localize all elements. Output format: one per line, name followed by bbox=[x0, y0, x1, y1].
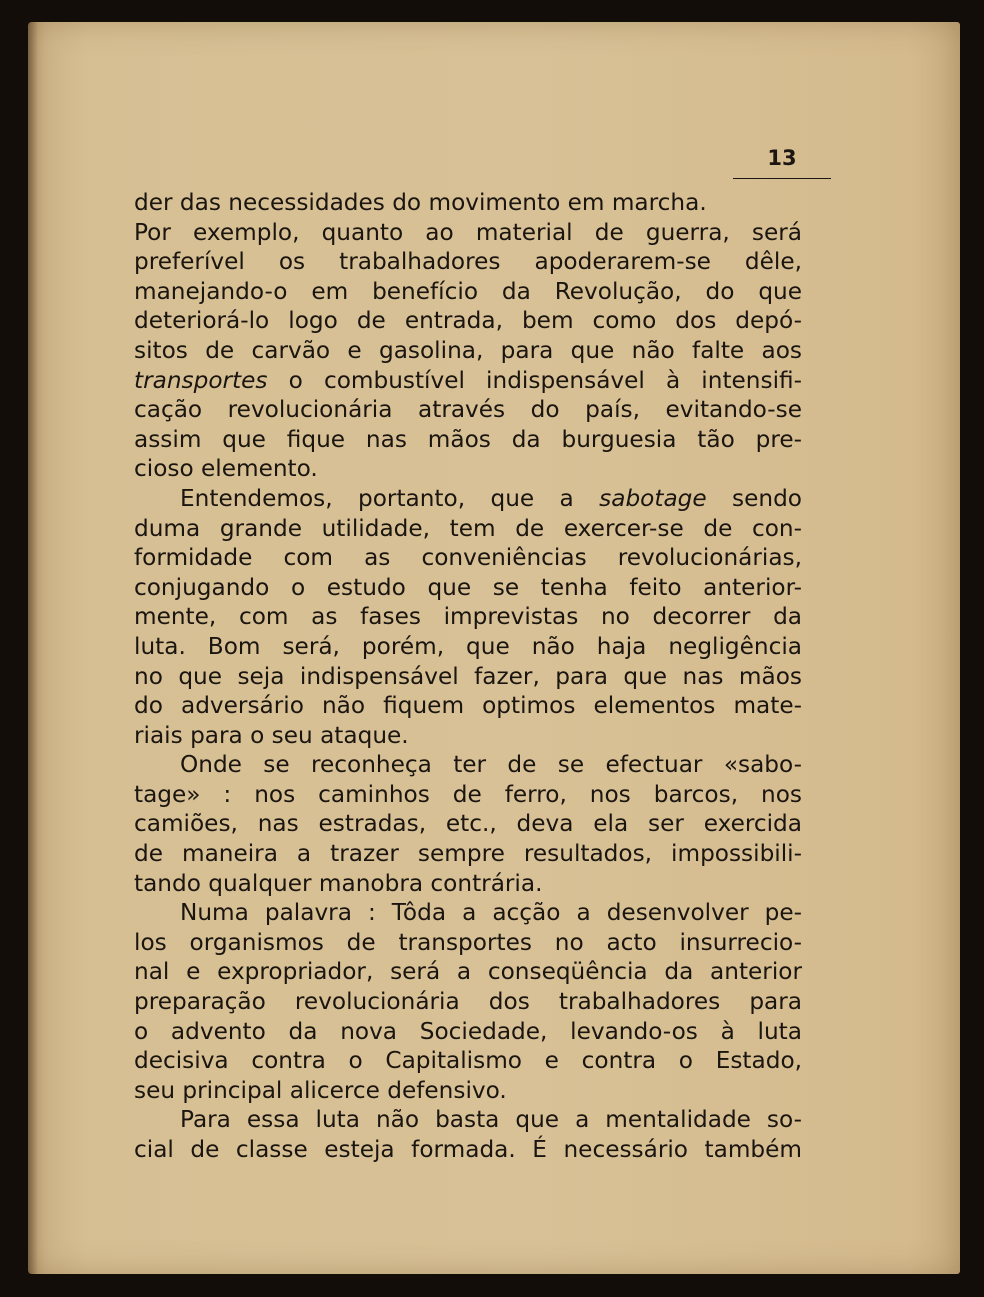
text-line bbox=[134, 869, 802, 899]
text-line bbox=[134, 602, 802, 632]
text-run: los organismos de transportes no acto insurrecio- bbox=[134, 928, 802, 956]
text-run: o advento da nova Sociedade, levando-os à luta bbox=[134, 1017, 802, 1045]
text-line bbox=[134, 987, 802, 1017]
text-line bbox=[134, 750, 802, 780]
text-run: sendo bbox=[706, 484, 802, 512]
text-run: Numa palavra : Tôda a acção a desenvolver pe- bbox=[180, 899, 802, 927]
italic-word: sabotage bbox=[599, 484, 707, 512]
text-run: conjugando o estudo que se tenha feito anterior- bbox=[134, 573, 802, 601]
text-line bbox=[134, 1017, 802, 1047]
page-spine-shadow bbox=[28, 22, 38, 1274]
text-run: preferível os trabalhadores apoderarem-se dêle, bbox=[134, 248, 802, 276]
text-line bbox=[134, 1105, 802, 1135]
text-line bbox=[134, 395, 802, 425]
text-line bbox=[134, 1076, 802, 1106]
text-line bbox=[134, 839, 802, 869]
text-run: no que seja indispensável fazer, para que nas mãos bbox=[134, 662, 802, 690]
text-line bbox=[134, 809, 802, 839]
text-line bbox=[134, 543, 802, 573]
text-line bbox=[134, 691, 802, 721]
text-run: cioso elemento. bbox=[134, 455, 318, 483]
text-line bbox=[134, 218, 802, 248]
text-run: duma grande utilidade, tem de exercer-se de con- bbox=[134, 514, 802, 542]
text-line bbox=[134, 1046, 802, 1076]
text-run: preparação revolucionária dos trabalhadores para bbox=[134, 988, 802, 1016]
text-run: seu principal alicerce defensivo. bbox=[134, 1076, 507, 1104]
page-number: 13 bbox=[767, 146, 797, 170]
text-line bbox=[134, 188, 802, 218]
text-run: manejando-o em benefício da Revolução, do que bbox=[134, 277, 802, 305]
text-run: camiões, nas estradas, etc., deva ela ser exercida bbox=[134, 810, 802, 838]
text-run: tando qualquer manobra contrária. bbox=[134, 869, 543, 897]
text-line bbox=[134, 898, 802, 928]
text-run: deteriorá-lo logo de entrada, bem como dos depó- bbox=[134, 307, 802, 335]
text-line bbox=[134, 425, 802, 455]
text-run: der das necessidades do movimento em marcha. bbox=[134, 189, 707, 216]
text-run: cação revolucionária através do país, evitando-se bbox=[134, 396, 802, 424]
text-run: assim que fique nas mãos da burguesia tão pre- bbox=[134, 425, 802, 453]
text-run: nal e expropriador, será a conseqüência da anterior bbox=[134, 958, 802, 986]
text-line bbox=[134, 632, 802, 662]
text-line bbox=[134, 573, 802, 603]
text-line bbox=[134, 514, 802, 544]
text-run: Por exemplo, quanto ao material de guerra, será bbox=[134, 218, 802, 246]
text-run: de maneira a trazer sempre resultados, impossibili- bbox=[134, 840, 802, 868]
text-run: luta. Bom será, porém, que não haja negligência bbox=[134, 632, 802, 660]
text-line bbox=[134, 484, 802, 514]
text-line bbox=[134, 721, 802, 751]
text-line bbox=[134, 1135, 802, 1165]
text-line bbox=[134, 306, 802, 336]
italic-word: transportes bbox=[134, 366, 268, 394]
text-run: mente, com as fases imprevistas no decorrer da bbox=[134, 603, 802, 631]
text-line bbox=[134, 957, 802, 987]
text-line bbox=[134, 454, 802, 484]
text-line bbox=[134, 662, 802, 692]
text-line bbox=[134, 247, 802, 277]
text-line bbox=[134, 277, 802, 307]
text-line bbox=[134, 780, 802, 810]
text-run: Onde se reconheça ter de se efectuar «sabo- bbox=[180, 751, 802, 779]
text-run: tage» : nos caminhos de ferro, nos barcos, nos bbox=[134, 780, 802, 808]
text-run: sitos de carvão e gasolina, para que não falte aos bbox=[134, 336, 802, 364]
text-run: do adversário não fiquem optimos elementos mate- bbox=[134, 692, 802, 720]
text-run: riais para o seu ataque. bbox=[134, 721, 409, 749]
text-line bbox=[134, 928, 802, 958]
text-run: Para essa luta não basta que a mentalidade so- bbox=[180, 1106, 802, 1134]
text-run: decisiva contra o Capitalismo e contra o Estado, bbox=[134, 1047, 802, 1075]
text-line bbox=[134, 366, 802, 396]
text-run: formidade com as conveniências revolucionárias, bbox=[134, 544, 802, 572]
text-run: cial de classe esteja formada. É necessário também bbox=[134, 1136, 802, 1163]
text-line bbox=[134, 336, 802, 366]
text-run: o combustível indispensável à intensifi- bbox=[267, 366, 802, 394]
page-header-rule bbox=[733, 144, 831, 179]
text-run: Entendemos, portanto, que a bbox=[180, 484, 600, 512]
body-text bbox=[134, 188, 802, 1165]
